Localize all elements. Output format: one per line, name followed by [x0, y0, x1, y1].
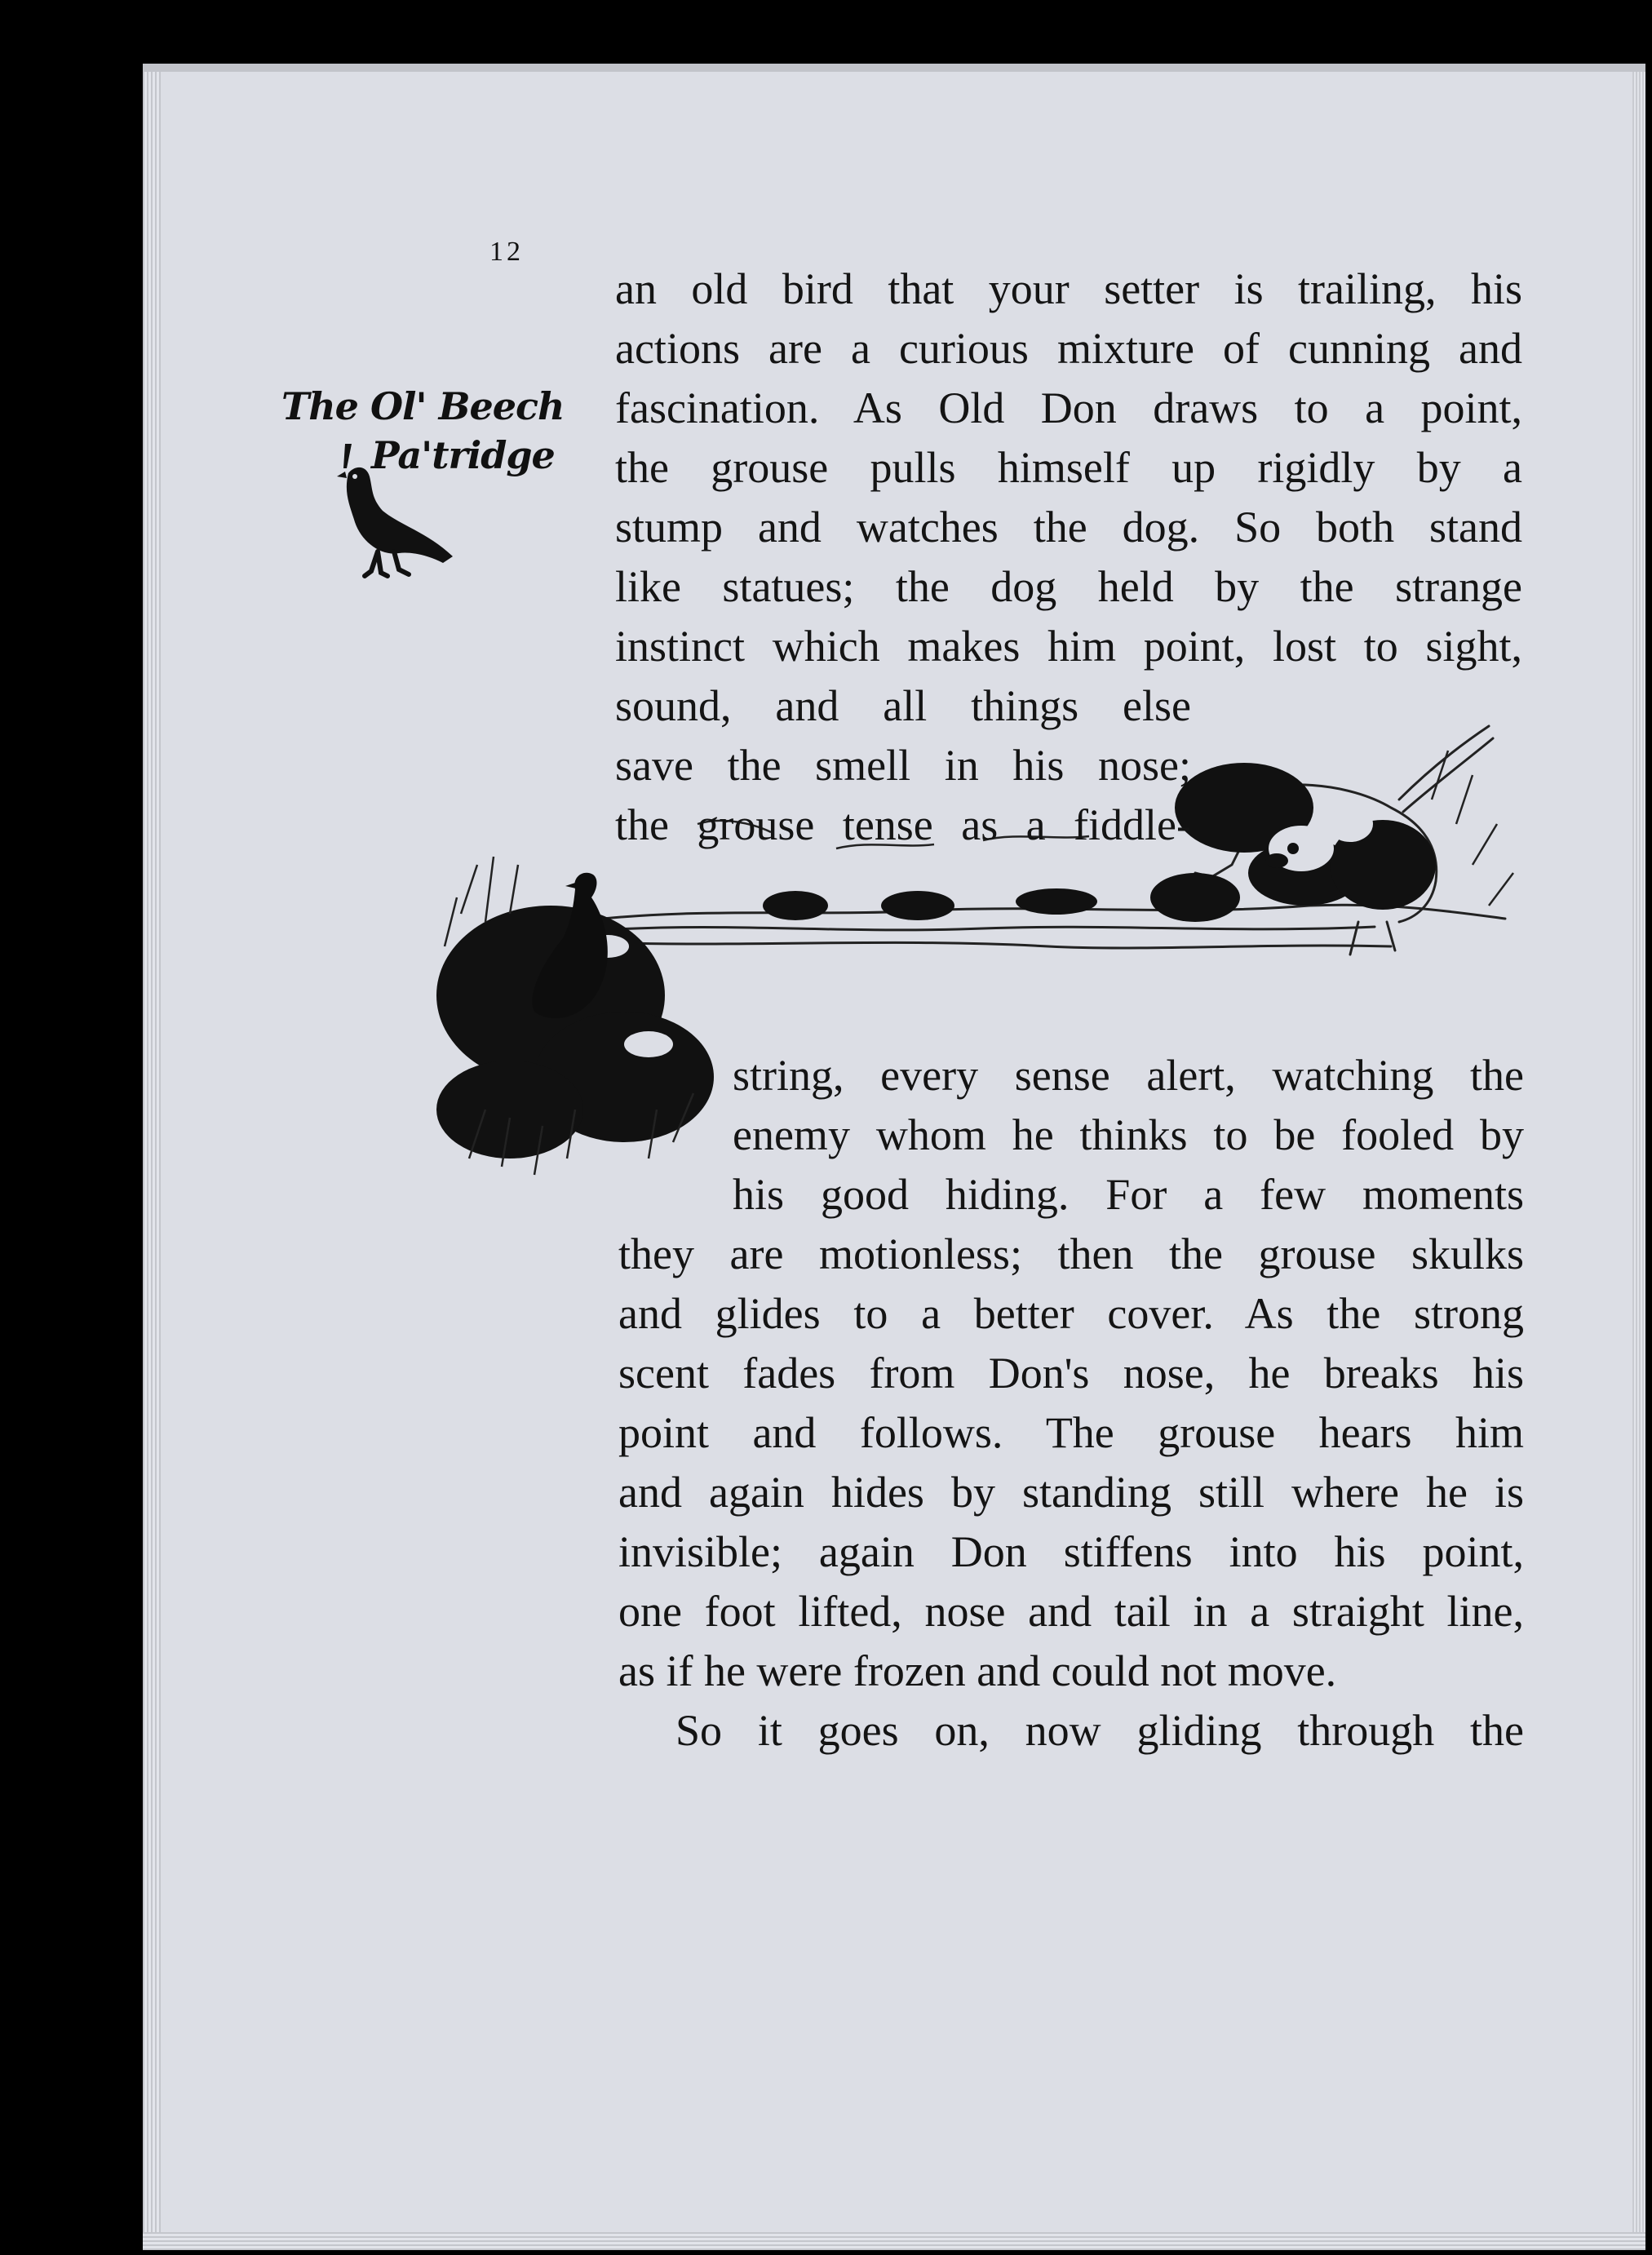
text-line: save the smell in his nose; — [615, 741, 1191, 790]
page-number: 12 — [489, 237, 524, 267]
text-line: stump and watches the dog. So both stand — [615, 503, 1522, 552]
text-line: as if he were frozen and could not move. — [618, 1646, 1337, 1695]
page-edge-right — [1632, 64, 1645, 2250]
text-line: string, every sense alert, watching the — [733, 1051, 1524, 1100]
text-line: So it goes on, now gliding through the — [675, 1706, 1524, 1755]
running-title-line-2: Pa'tridge — [371, 433, 555, 477]
running-title-line-1: The Ol' Beech — [281, 384, 565, 428]
page-edge-bottom — [143, 2232, 1645, 2250]
text-line: sound, and all things else — [615, 681, 1191, 730]
text-line: like statues; the dog held by the strange — [615, 562, 1522, 611]
page-edge-left — [143, 64, 161, 2250]
text-line: one foot lifted, nose and tail in a straight line, — [618, 1587, 1524, 1636]
text-line: the grouse tense as a fiddle- — [615, 800, 1191, 849]
text-line: and again hides by standing still where he is — [618, 1468, 1524, 1517]
text-line: an old bird that your setter is trailing, his — [615, 264, 1522, 313]
page-edge-top — [143, 64, 1645, 72]
text-line: scent fades from Don's nose, he breaks his — [618, 1349, 1524, 1398]
text-line: fascination. As Old Don draws to a point, — [615, 383, 1522, 432]
text-line: enemy whom he thinks to be fooled by — [733, 1110, 1524, 1159]
text-line: his good hiding. For a few moments — [733, 1170, 1524, 1219]
text-line: and glides to a better cover. As the strong — [618, 1289, 1524, 1338]
text-line: point and follows. The grouse hears him — [618, 1408, 1524, 1457]
text-line: invisible; again Don stiffens into his point, — [618, 1527, 1524, 1576]
text-line: they are motionless; then the grouse skulks — [618, 1229, 1524, 1278]
text-line: instinct which makes him point, lost to sight, — [615, 622, 1522, 671]
text-line: actions are a curious mixture of cunning and — [615, 324, 1522, 373]
text-line: the grouse pulls himself up rigidly by a — [615, 443, 1522, 492]
grouse-silhouette-icon — [330, 441, 461, 579]
